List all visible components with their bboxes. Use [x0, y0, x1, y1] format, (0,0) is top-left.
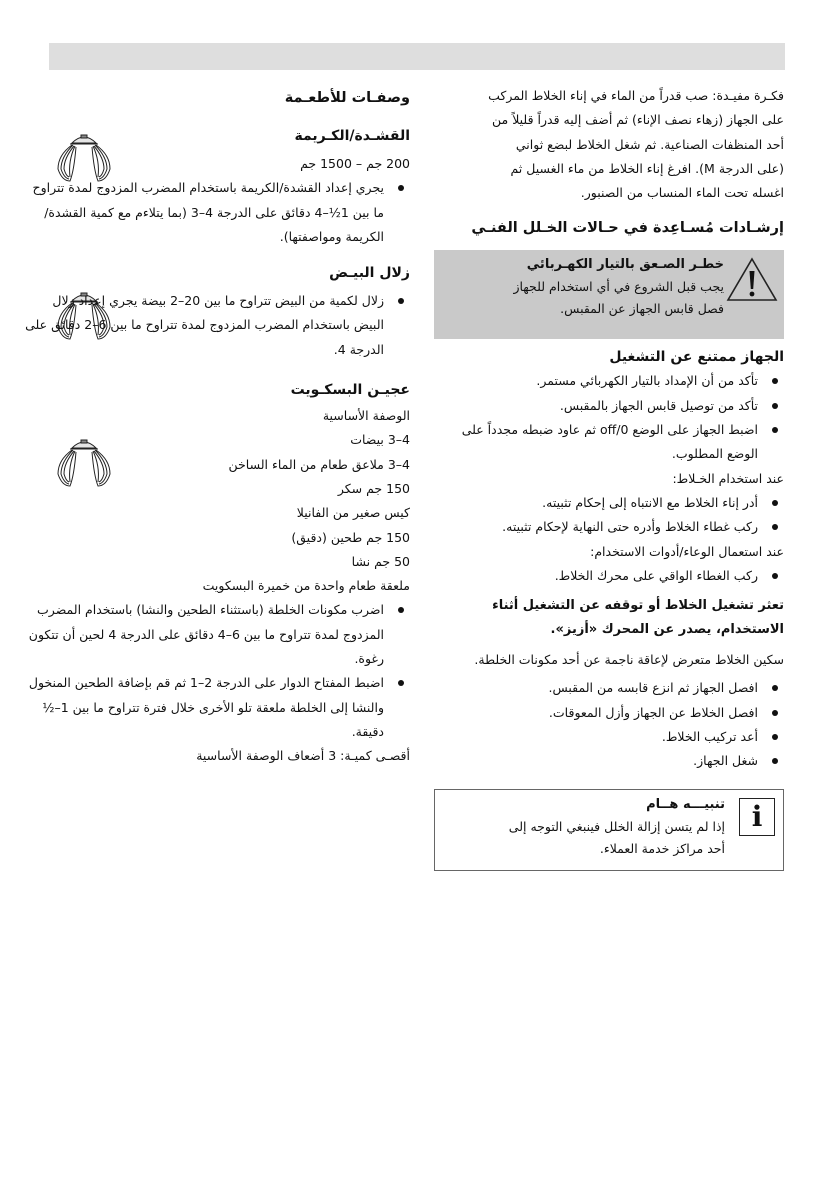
list-item: ركب غطاء الخلاط وأدره حتى النهاية لإحكام تثبيته. — [434, 515, 784, 539]
tip-line: (على الدرجة M). افرغ إناء الخلاط من ماء الغسيل ثم — [510, 160, 784, 176]
ingredient: 4–3 بيضات — [350, 432, 410, 448]
stops-title-line1: تعثر تشغيل الخلاط أو توقفه عن التشغيل أثناء — [492, 598, 784, 614]
list-item: شغل الجهاز. — [434, 749, 784, 773]
biscuit-title: عجيـن البسكـويت — [290, 382, 410, 399]
ingredient: كيس صغير من الفانيلا — [296, 505, 410, 521]
electric-shock-warning — [434, 250, 784, 339]
cream-list — [20, 176, 410, 249]
egg-whites-list — [20, 289, 410, 362]
list-item: زلال لكمية من البيض تتراوح ما بين 20–2 بيضة يجري إعداد زلال البيض باستخدام المضرب المزدوج لمدة تتراوح ما بين 6–2 دقائق على الدرجة 4. — [20, 289, 410, 362]
when-using-blender-label: عند استخدام الخـلاط: — [672, 470, 784, 486]
tip-line: فكـرة مفيـدة: صب قدراً من الماء في إناء الخلاط المركب — [488, 88, 784, 103]
list-item: ركب الغطاء الواقي على محرك الخلاط. — [434, 564, 784, 588]
list-item: أعد تركيب الخلاط. — [434, 725, 784, 749]
list-item: افصل الجهاز ثم انزع قابسه من المقبس. — [434, 676, 784, 700]
ingredient: 4–3 ملاعق طعام من الماء الساخن — [228, 456, 410, 472]
tip-line: اغسله تحت الماء المنساب من الصنبور. — [580, 185, 784, 201]
tip-line: أحد المنظفات الصناعية. ثم شغل الخلاط لبضع ثواني — [515, 136, 784, 152]
list-item: يجري إعداد القشدة/الكريمة باستخدام المضرب المزدوج لمدة تتراوح ما بين 1½–4 دقائق على الدرجة 4–3 (بما يتلاءم مع كمية القشدة/الكريمة ومواصفتها). — [20, 176, 410, 249]
biscuit-steps — [20, 598, 410, 744]
cream-amount: 200 جم – 1500 جم — [300, 156, 410, 171]
egg-whites-title: زلال البيـض — [329, 265, 410, 282]
list-item: أدر إناء الخلاط مع الانتباه إلى إحكام تثبيته. — [434, 491, 784, 515]
max-quantity: أقصـى كميـة: 3 أضعاف الوصفة الأساسية — [196, 748, 410, 764]
warning-triangle-icon — [726, 256, 778, 302]
cleaning-tip — [434, 84, 784, 205]
stops-description: سكين الخلاط متعرض لإعاقة ناجمة عن أحد مكونات الخلطة. — [474, 652, 784, 668]
notice-line: إذا لم يتسن إزالة الخلل فينبغي التوجه إلى — [508, 818, 725, 834]
tip-line: على الجهاز (زهاء نصف الإناء) ثم أضف إليه قدراً قليلاً من — [492, 112, 784, 128]
left-column — [20, 84, 410, 769]
not-working-list — [434, 369, 784, 466]
not-working-title: الجهاز ممتنع عن التشغيل — [609, 349, 784, 366]
ingredient: 150 جم سكر — [337, 480, 410, 496]
when-using-container-label: عند استعمال الوعاء/أدوات الاستخدام: — [590, 543, 784, 559]
recipes-title: وصفـات للأطعـمة — [284, 90, 410, 106]
stops-list — [434, 676, 784, 773]
ingredient: 50 جم نشا — [351, 553, 410, 569]
notice-line: أحد مراكز خدمة العملاء. — [599, 840, 725, 856]
list-item: اضبط المفتاح الدوار على الدرجة 2–1 ثم قم بإضافة الطحين المنخول والنشا إلى الخلطة ملعقة تلو الأخرى خلال فترة تتراوح ما بين 1–½ دقيقة. — [20, 671, 410, 744]
ingredient: ملعقة طعام واحدة من خميرة البسكويت — [202, 578, 410, 594]
basic-recipe-label: الوصفة الأساسية — [322, 408, 410, 424]
info-icon: i — [739, 798, 775, 836]
list-item: اضرب مكونات الخلطة (باستثناء الطحين والنشا) باستخدام المضرب المزدوج لمدة تتراوح ما بين 6–4 دقائق على الدرجة 4 لحين أن تتكون رغوة. — [20, 598, 410, 671]
cream-title: القشـدة/الكـريمة — [294, 128, 410, 144]
right-column — [434, 84, 784, 871]
list-item: تأكد من توصيل قابس الجهاز بالمقبس. — [434, 394, 784, 418]
troubleshooting-title: إرشـادات مُسـاعِدة في حـالات الخـلل الفنـي — [471, 220, 784, 237]
notice-title: تنبيـــه هــام — [646, 796, 725, 812]
ingredient: 150 جم طحين (دقيق) — [291, 529, 410, 545]
warning-line: فصل قابس الجهاز عن المقبس. — [560, 301, 724, 317]
list-item: تأكد من أن الإمداد بالتيار الكهربائي مستمر. — [434, 369, 784, 393]
list-item: افصل الخلاط عن الجهاز وأزل المعوقات. — [434, 701, 784, 725]
page-header-bar — [49, 43, 785, 70]
blender-list — [434, 491, 784, 540]
container-list — [434, 564, 784, 588]
warning-line: يجب قبل الشروع في أي استخدام للجهاز — [513, 279, 724, 295]
warning-title: خطـر الصـعق بالتيار الكهـربائي — [526, 257, 724, 273]
important-notice-box — [434, 789, 784, 871]
stops-title-line2: الاستخدام، يصدر عن المحرك «أزيز». — [550, 622, 784, 638]
list-item: اضبط الجهاز على الوضع 0/off ثم عاود ضبطه مجدداً على الوضع المطلوب. — [434, 418, 784, 467]
